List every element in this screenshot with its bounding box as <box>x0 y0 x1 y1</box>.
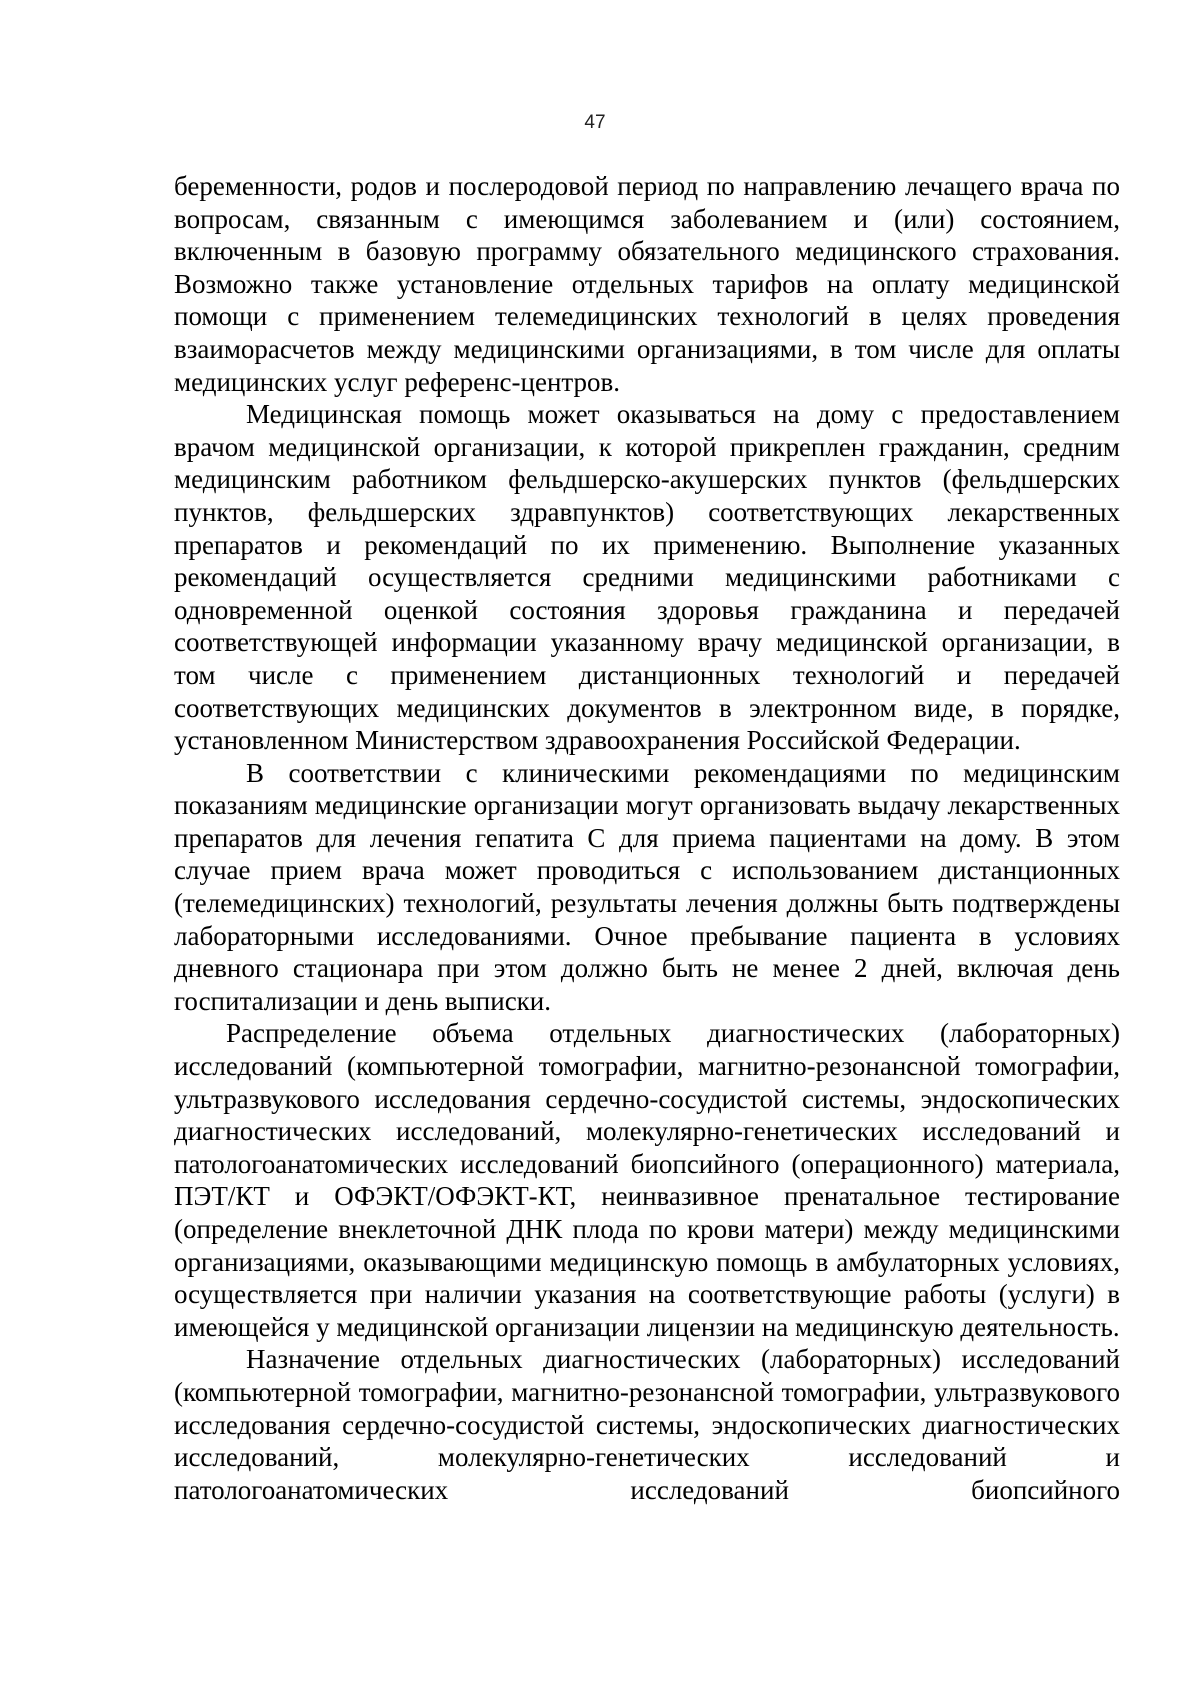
paragraph-distribution: Распределение объема отдельных диагностических (лабораторных) исследований (компьютерной томографии, магнитно-резонансной томографии, ультразвукового исследования сердечно-сосудистой системы, эндоскопических диагностических исследований, молекулярно-генетических исследований и патологоанатомических исследований биопсийного (операционного) материала, ПЭТ/КТ и ОФЭКТ/ОФЭКТ-КТ, неинвазивное пренатальное тестирование (определение внеклеточной ДНК плода по крови матери) между медицинскими организациями, оказывающими медицинскую помощь в амбулаторных условиях, осуществляется при наличии указания на соответствующие работы (услуги) в имеющейся у медицинской организации лицензии на медицинскую деятельность. <box>174 1018 1120 1342</box>
paragraph-hepatitis: В соответствии с клиническими рекомендациями по медицинским показаниям медицинские организации могут организовать выдачу лекарственных препаратов для лечения гепатита С для приема пациентами на дому. В этом случае прием врача может проводиться с использованием дистанционных (телемедицинских) технологий, результаты лечения должны быть подтверждены лабораторными исследованиями. Очное пребывание пациента в условиях дневного стационара при этом должно быть не менее 2 дней, включая день госпитализации и день выписки. <box>174 757 1120 1016</box>
paragraph-continuation: беременности, родов и послеродовой период по направлению лечащего врача по вопросам, связанным с имеющимся заболеванием и (или) состоянием, включенным в базовую программу обязательного медицинского страхования. Возможно также установление отдельных тарифов на оплату медицинской помощи с применением телемедицинских технологий в целях проведения взаиморасчетов между медицинскими организациями, в том числе для оплаты медицинских услуг референс-центров. <box>174 171 1120 397</box>
page-number: 47 <box>584 112 606 133</box>
paragraph-prescription: Назначение отдельных диагностических (лабораторных) исследований (компьютерной томографии, магнитно-резонансной томографии, ультразвукового исследования сердечно-сосудистой системы, эндоскопических диагностических исследований, молекулярно-генетических исследований и патологоанатомических исследований биопсийного <box>174 1344 1120 1505</box>
document-body <box>174 170 1120 1506</box>
paragraph-home-care: Медицинская помощь может оказываться на дому с предоставлением врачом медицинской организации, к которой прикреплен гражданин, средним медицинским работником фельдшерско-акушерских пунктов (фельдшерских пунктов, фельдшерских здравпунктов) соответствующих лекарственных препаратов и рекомендаций по их применению. Выполнение указанных рекомендаций осуществляется средними медицинскими работниками с одновременной оценкой состояния здоровья гражданина и передачей соответствующей информации указанному врачу медицинской организации, в том числе с применением дистанционных технологий и передачей соответствующих медицинских документов в электронном виде, в порядке, установленном Министерством здравоохранения Российской Федерации. <box>174 399 1120 756</box>
